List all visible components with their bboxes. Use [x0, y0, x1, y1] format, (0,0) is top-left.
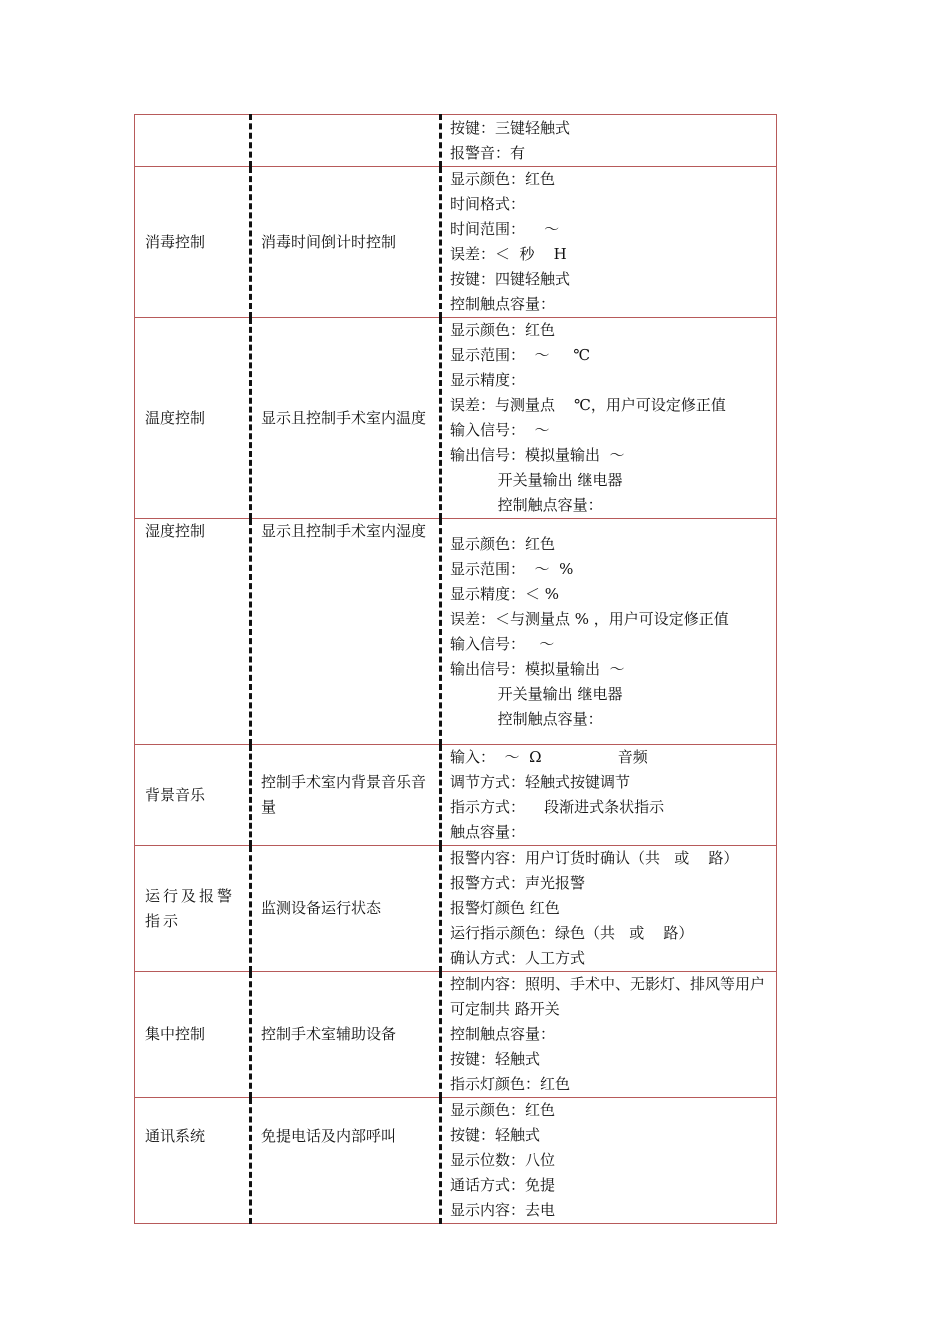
spec-line: 运行指示颜色：绿色（共 或 路）: [450, 924, 694, 942]
spec-line: 按键：轻触式: [450, 1126, 541, 1144]
spec-line: 控制内容：照明、手术中、无影灯、排风等用户可定制共 路开关: [450, 975, 766, 1018]
category-cell: 集中控制: [135, 972, 251, 1098]
spec-cell: [441, 519, 777, 745]
spec-cell: [441, 167, 777, 318]
spec-line: 输入信号： ～: [450, 634, 555, 653]
table-row: [135, 1098, 777, 1224]
spec-line: 报警音：有: [450, 143, 526, 162]
spec-line: 通话方式：免提: [450, 1176, 556, 1194]
spec-line: 显示范围： ～ %: [450, 559, 574, 578]
spec-line: 显示位数：八位: [450, 1151, 556, 1169]
function-cell: 免提电话及内部呼叫: [251, 1098, 441, 1224]
function-cell: 显示且控制手术室内温度: [251, 318, 441, 519]
spec-line: 指示方式： 段渐进式条状指示: [450, 798, 665, 816]
spec-line: 输出信号：模拟量输出 ～: [450, 446, 625, 464]
spec-line: 控制触点容量：: [450, 496, 603, 514]
spec-line: 显示颜色：红色: [450, 321, 556, 339]
spec-line: 显示范围： ～ ℃: [450, 346, 591, 364]
spec-line: 输出信号：模拟量输出 ～: [450, 659, 625, 678]
spec-line: 报警灯颜色 红色: [450, 899, 560, 917]
spec-line: 指示灯颜色：红色: [450, 1075, 571, 1093]
spec-line: 报警方式：声光报警: [450, 874, 586, 892]
spec-line: 按键：三键轻触式: [450, 118, 571, 137]
spec-cell: [441, 846, 777, 972]
category-cell: 背景音乐: [135, 745, 251, 846]
spec-line: 开关量输出 继电器: [450, 471, 623, 489]
table-row: [135, 519, 777, 745]
spec-cell: [441, 745, 777, 846]
spec-line: 输入： ～ Ω 音频: [450, 748, 648, 766]
spec-line: 显示颜色：红色: [450, 1101, 556, 1119]
function-cell: [251, 115, 441, 167]
table-row: [135, 167, 777, 318]
spec-line: 控制触点容量：: [450, 1025, 556, 1043]
spec-line: 按键：轻触式: [450, 1050, 541, 1068]
category-cell: 消毒控制: [135, 167, 251, 318]
table-row: [135, 846, 777, 972]
spec-line: 控制触点容量：: [450, 295, 556, 313]
spec-line: 开关量输出 继电器: [450, 684, 623, 703]
spec-line: 误差：＜ 秒 H: [450, 245, 567, 263]
spec-line: 显示内容：去电: [450, 1201, 556, 1219]
spec-cell: [441, 1098, 777, 1224]
category-cell: 通讯系统: [135, 1098, 251, 1224]
spec-line: 时间范围： ～: [450, 220, 560, 238]
function-cell: 监测设备运行状态: [251, 846, 441, 972]
spec-line: 误差：与测量点 ℃，用户可设定修正值: [450, 396, 726, 414]
spec-line: 误差：＜与测量点 % ，用户可设定修正值: [450, 609, 729, 628]
category-cell: 湿度控制: [135, 519, 251, 745]
spec-line: 输入信号： ～: [450, 421, 550, 439]
category-cell: 运行及报警指示: [135, 846, 251, 972]
spec-line: 确认方式：人工方式: [450, 949, 586, 967]
spec-line: 报警内容：用户订货时确认（共 或 路）: [450, 849, 739, 867]
spec-line: 显示颜色：红色: [450, 534, 556, 553]
table-row: [135, 318, 777, 519]
function-cell: 控制手术室辅助设备: [251, 972, 441, 1098]
function-cell: 控制手术室内背景音乐音量: [251, 745, 441, 846]
spec-cell: [441, 318, 777, 519]
category-cell: [135, 115, 251, 167]
spec-line: 时间格式：: [450, 195, 526, 213]
table-row: [135, 115, 777, 167]
spec-cell: [441, 972, 777, 1098]
spec-line: 显示颜色：红色: [450, 170, 556, 188]
spec-line: 显示精度：: [450, 371, 526, 389]
spec-line: 调节方式：轻触式按键调节: [450, 773, 631, 791]
spec-line: 显示精度：＜ %: [450, 584, 560, 603]
table-row: [135, 745, 777, 846]
spec-line: 按键：四键轻触式: [450, 270, 571, 288]
function-cell: 消毒时间倒计时控制: [251, 167, 441, 318]
spec-table: [134, 114, 777, 1224]
table-row: [135, 972, 777, 1098]
spec-line: 触点容量：: [450, 823, 526, 841]
function-cell: 显示且控制手术室内湿度: [251, 519, 441, 745]
category-cell: 温度控制: [135, 318, 251, 519]
spec-line: 控制触点容量：: [450, 709, 603, 728]
spec-cell: [441, 115, 777, 167]
